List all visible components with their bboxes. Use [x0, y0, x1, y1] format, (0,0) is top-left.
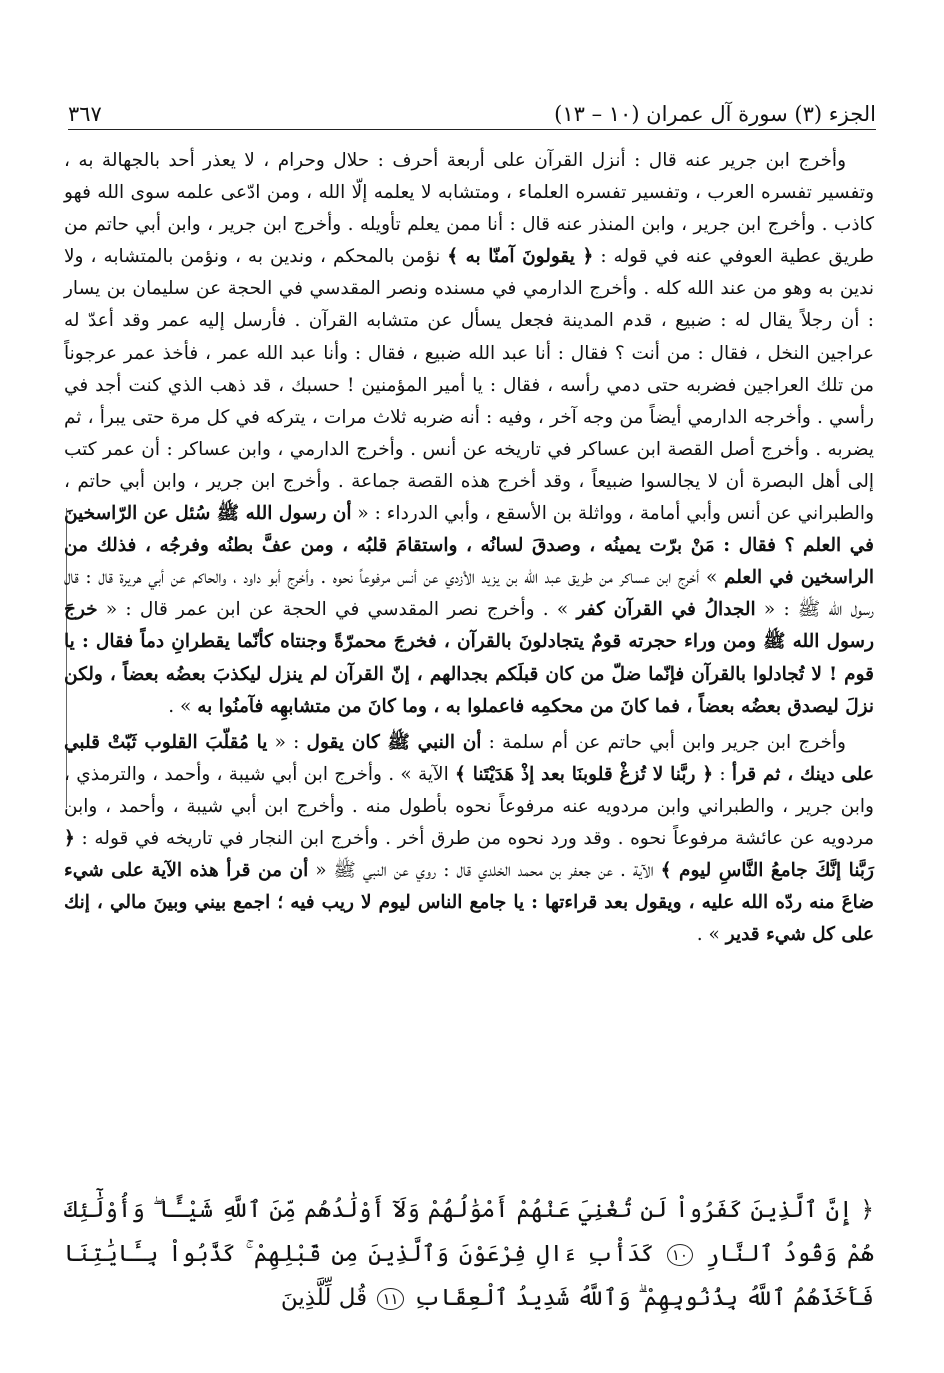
quoted-text: يا مُقلّبَ القلوب ثَبّتْ قلبي على دينك ، ثم قرأ — [64, 731, 875, 785]
text-run: » . وأخرج نصر المقدسي في الحجة عن ابن عمر قال : « — [97, 599, 577, 621]
page-header — [68, 86, 876, 126]
verse-number-10: ١٠ — [667, 1244, 693, 1266]
commentary-text — [64, 145, 874, 951]
quoted-text: ﴿ رَبَّنا إنَّكَ جامعُ النَّاسِ ليوم ﴾ — [64, 827, 874, 882]
quoted-text: ﴿ ربَّنا لا تُزغْ قلوبنَا بعد إذْ هَدَيْتَنا ﴾ — [455, 763, 714, 785]
verse-10-text: ﴿ إِنَّ ٱلَّذِينَ كَفَرُواْ لَن تُغْنِيَ عَنْهُمْ أَمْوَٰلُهُمْ وَلَآ أَوْلَٰدُهُم مِّنَ ٱللَّهِ شَيْـًٔا ۖ وَأُوْلَٰٓئِكَ هُمْ وَقُودُ ٱلنَّارِ — [64, 1197, 874, 1267]
text-run: وأخرج ابن جرير عنه قال : أنزل القرآن على أربعة أحرف : حلال وحرام ، لا يعذر أحد بالجهالة به ، وتفسير تفسره العرب ، وتفسير تفسره العلماء ، ومتشابه لا يعلمه إلّا الله ، ومن ادّعى علمه سوى الله فهو كاذب . وأخرج ابن جرير ، وابن المنذر عنه قال : أنا ممن يعلم تأويله . وأخرج ابن جرير ، وابن أبي حاتم من طريق عطية العوفي عنه في قوله : — [64, 150, 875, 268]
quoted-text: أن النبي ﷺ كان يقول — [306, 731, 482, 753]
verse-12-start: قُل لِّلَّذِينَ — [280, 1285, 368, 1311]
quoted-text: الجدالُ في القرآن كفر — [576, 599, 756, 621]
text-run: : « — [267, 731, 307, 753]
text-run: وأخرج ابن جرير وابن أبي حاتم عن أم سلمة : — [481, 731, 846, 753]
text-run: الآية » . وأخرج ابن أبي شيبة ، وأحمد ، والترمذي ، وابن جرير ، والطبراني وابن مردويه عنه مرفوعاً نحوه بأطول منه . وأخرج ابن أبي شيبة ، وأحمد ، وابن مردويه عن عائشة مرفوعاً نحوه . وقد ورد نحوه من طرق أخر . وأخرج ابن النجار في تاريخه في قوله : — [64, 763, 874, 849]
text-run: » . — [696, 924, 726, 946]
text-run: الآية . عن جعفر بن محمد الخلدي قال : روي عن النبي ﷺ « — [308, 860, 661, 882]
text-run: » أخرج ابن عساكر من طريق عبد الله بن يزيد الأزدي عن أنس مرفوعاً نحوه . وأخرج أبو داود ، والحاكم عن أبي هريرة قال : قال رسول الله ﷺ : « — [64, 567, 874, 621]
quoted-text: أن من قرأ هذه الآية على شيء ضاعَ منه ردّه الله عليه ، ويقول بعد قراءتها : يا جامع الناس ليوم لا ريب فيه ؛ اجمع بيني وبينَ مالي ، إنك على كل شيء قدير — [64, 860, 874, 946]
quran-verses — [64, 1188, 874, 1320]
running-title: الجزء (٣) سورة آل عمران (١٠ – ١٣) — [554, 102, 876, 126]
paragraph — [64, 727, 874, 952]
header-rule — [68, 129, 876, 130]
verse-11-text: كَدَأْبِ ءَالِ فِرْعَوْنَ وَٱلَّذِينَ مِن قَبْلِهِمْ ۚ كَذَّبُواْ بِـَٔايَٰتِنَا فَأَخَذَهُمُ ٱللَّهُ بِذُنُوبِهِمْ ۗ وَٱللَّهُ شَدِيدُ ٱلْعِقَابِ — [64, 1241, 874, 1311]
quoted-text: ﴿ يقولونَ آمنّا به ﴾ — [447, 246, 594, 268]
text-run: : — [713, 763, 732, 785]
quoted-text: أن رسول الله ﷺ سُئل عن الرّاسخينَ في العلم ؟ فقال : مَنْ برّت يمينُه ، وصدقَ لسانُه ، واستقامَ قلبُه ، ومن عفَّ بطنُه وفرجُه ، فذلك من الراسخين في العلم — [64, 503, 875, 589]
text-run: » . — [168, 695, 198, 717]
paragraph — [64, 145, 874, 723]
verse-number-11: ١١ — [377, 1288, 403, 1310]
page-number: ٣٦٧ — [68, 102, 102, 126]
text-run: نؤمن بالمحكم ، وندين به ، ونؤمن بالمتشابه ، ولا ندين به وهو من عند الله كله . وأخرج الدارمي في مسنده ونصر المقدسي في الحجة عن سليمان بن يسار : أن رجلاً يقال له : ضبيع ، قدم المدينة فجعل يسأل عن متشابه القرآن . فأرسل إليه عمر وقد أعدّ له عراجين النخل ، فقال : من أنت ؟ فقال : أنا عبد الله ضبيع ، فقال : وأنا عبد الله عمر ، فأخذ عمر عرجوناً من تلك العراجين فضربه حتى دمي رأسه ، فقال : يا أمير المؤمنين ! حسبك ، قد ذهب الذي كنت أجد في رأسي . وأخرجه الدارمي أيضاً من وجه آخر ، وفيه : أنه ضربه ثلاث مرات ، يتركه في كل مرة حتى يبرأ ، ثم يضربه . وأخرج أصل القصة ابن عساكر في تاريخه عن أنس . وأخرج الدارمي ، وابن عساكر : أن عمر كتب إلى أهل البصرة أن لا يجالسوا ضبيعاً ، وقد أخرج هذه القصة جماعة . وأخرج ابن جرير ، وابن أبي حاتم ، والطبراني عن أنس وأبي أمامة ، وواثلة بن الأسقع ، وأبي الدرداء : « — [64, 246, 875, 525]
quoted-text: خرجَ رسول الله ﷺ ومن وراء حجرته قومٌ يتجادلونَ بالقرآن ، فخرجَ محمرّةً وجنتاه كأنّما يقطرانِ دماً فقال : يا قوم ! لا تُجادلوا بالقرآن فإنّما ضلّ من كان قبلَكم بجدالهم ، إنّ القرآن لم ينزل ليكذبَ بعضُه بعضاً ، ولكن نزلَ ليصدق بعضُه بعضاً ، فما كانَ من محكمِه فاعملوا به ، وما كانَ من متشابهِه فآمنُوا به — [64, 599, 874, 717]
